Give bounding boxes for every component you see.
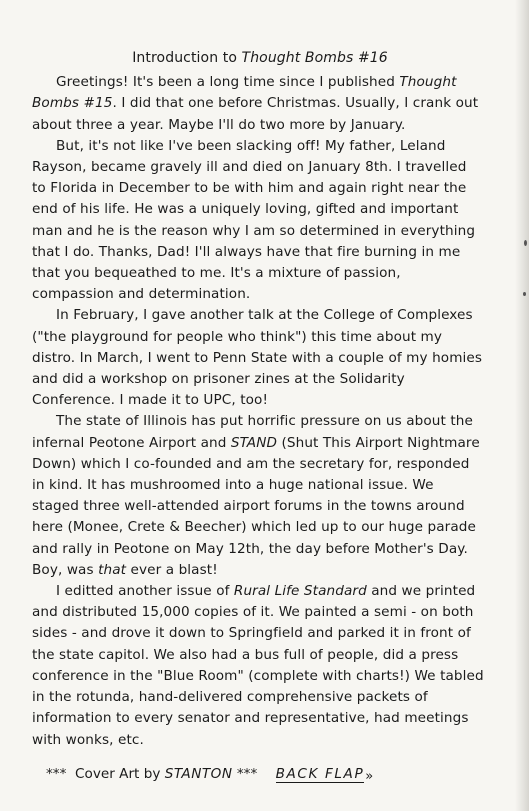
paragraph [32,411,484,581]
text-run: The state of Illinois has put horrific pressure on us about the infernal Peotone Airport and [32,413,473,451]
italic-text: STAND [230,434,278,451]
page-edge-shadow [515,0,529,811]
title-prefix: Introduction to [132,50,242,66]
text-run: I editted another issue of [56,583,234,600]
footer-stars-right: *** [236,766,258,782]
double-arrow-icon: » [365,769,374,784]
paragraph [32,136,484,306]
italic-text: Rural Life Standard [233,583,367,600]
paper-speck [524,240,527,246]
paper-speck [523,292,526,296]
back-flap-label: BACK FLAP [275,766,365,782]
paragraphs [32,72,484,751]
paragraph [32,581,484,751]
paragraph [32,72,484,136]
text-run: and we printed and distributed 15,000 copies of it. We painted a semi - on both sides - and drove it down to Springfield and parked it in front of the state capitol. We also had a bus full of people, did a press conference in the "Blue Room" (complete with charts!) We tabled in the rotunda, hand-delivered comprehensive packets of information to every senator and representative, had meetings with wonks, etc. [32,583,484,748]
text-run: (Shut This Airport Nightmare Down) which I co-founded and am the secretary for, responded in kind. It has mushroomed into a huge national issue. We staged three well-attended airport forums in the towns around here (Monee, Crete & Beecher) which led up to our huge parade and rally in Peotone on May 12th, the day before Mother's Day. Boy, was [32,434,480,578]
text-run: . I did that one before Christmas. Usually, I crank out about three a year. Maybe I'll do two more by January. [32,95,479,133]
paragraph [32,305,484,411]
intro-text [32,48,484,751]
page-title [32,48,484,69]
artist-name: STANTON [164,766,233,782]
italic-text: that [98,561,127,578]
footer-stars-left: *** [46,766,67,782]
text-run: ever a blast! [126,561,218,578]
text-run: But, it's not like I've been slacking off! My father, Leland Rayson, became gravely ill and died on January 8th. I travelled to Florida in December to be with him and again right near the end of his life. He was a uniquely loving, gifted and important man and he is the reason why I am so determined in everything that I do. Thanks, Dad! I'll always have that fire burning in me that you bequeathed to me. It's a mixture of passion, compassion and determination. [32,137,476,303]
text-run: In February, I gave another talk at the College of Complexes ("the playground for people who think") this time about my distro. In March, I went to Penn State with a couple of my homies and did a workshop on prisoner zines at the Solidarity Conference. I made it to UPC, too! [32,307,483,409]
cover-art-credit: Cover Art by [75,766,161,782]
footer [46,764,486,787]
text-run: Greetings! It's been a long time since I published [56,74,400,91]
title-italic: Thought Bombs #16 [241,50,388,66]
italic-text: Thought Bombs #15 [32,74,457,112]
